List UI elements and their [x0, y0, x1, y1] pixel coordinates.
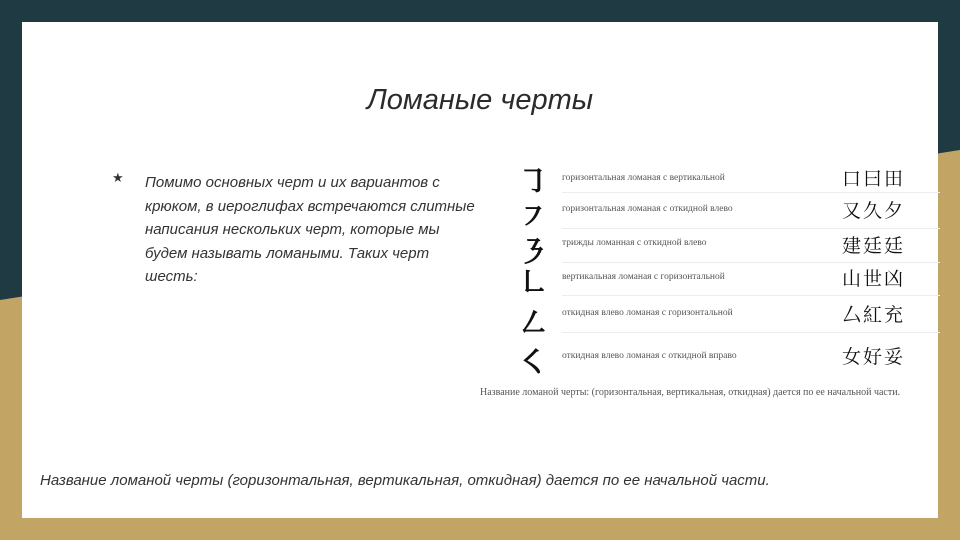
- stroke-description: откидная влево ломаная с горизонтальной: [562, 308, 733, 318]
- star-bullet-icon: ★: [112, 170, 124, 185]
- stroke-description: откидная влево ломаная с откидной вправо: [562, 351, 737, 361]
- stroke-table-caption: Название ломаной черты: (горизонтальная, вертикальная, откидная) дается по ее начальной части.: [480, 387, 901, 398]
- stroke-row: [470, 228, 940, 271]
- footer-note: Название ломаной черты (горизонтальная, вертикальная, откидная) дается по ее начальной части.: [40, 472, 770, 489]
- stroke-row: [470, 336, 940, 381]
- stroke-row: [470, 262, 940, 301]
- row-divider: [562, 332, 940, 333]
- stroke-description: горизонтальная ломаная с вертикальной: [562, 173, 725, 183]
- stroke-examples: 女好妥: [842, 346, 906, 368]
- stroke-glyph: ㇜: [518, 306, 548, 341]
- stroke-row: [470, 192, 940, 235]
- stroke-description: трижды ломанная с откидной влево: [562, 238, 707, 248]
- stroke-row: [470, 156, 940, 199]
- bullet-text: Помимо основных черт и их вариантов с крюком, в иероглифах встречаются слитные написания нескольких черт, которые мы будем называть ломаными. Таких черт шесть:: [145, 174, 475, 285]
- stroke-examples: 山世凶: [842, 268, 906, 290]
- row-divider: [562, 295, 940, 296]
- stroke-examples: 口曰田: [842, 168, 906, 190]
- stroke-table: [470, 150, 940, 380]
- stroke-glyph: ㇗: [518, 266, 548, 301]
- stroke-glyph: ㇛: [518, 346, 548, 381]
- stroke-examples: 建廷廷: [842, 235, 906, 257]
- stroke-description: горизонтальная ломаная с откидной влево: [562, 204, 733, 214]
- stroke-glyph: ㇋: [518, 236, 548, 271]
- stroke-glyph: ㇆: [518, 164, 548, 199]
- stroke-glyph: ㇇: [518, 200, 548, 235]
- stroke-row: [470, 298, 940, 341]
- stroke-description: вертикальная ломаная с горизонтальной: [562, 272, 725, 282]
- stroke-examples: 又久夕: [842, 200, 906, 222]
- slide-title: Ломаные черты: [366, 84, 594, 116]
- stroke-examples: 厶紅充: [842, 304, 906, 326]
